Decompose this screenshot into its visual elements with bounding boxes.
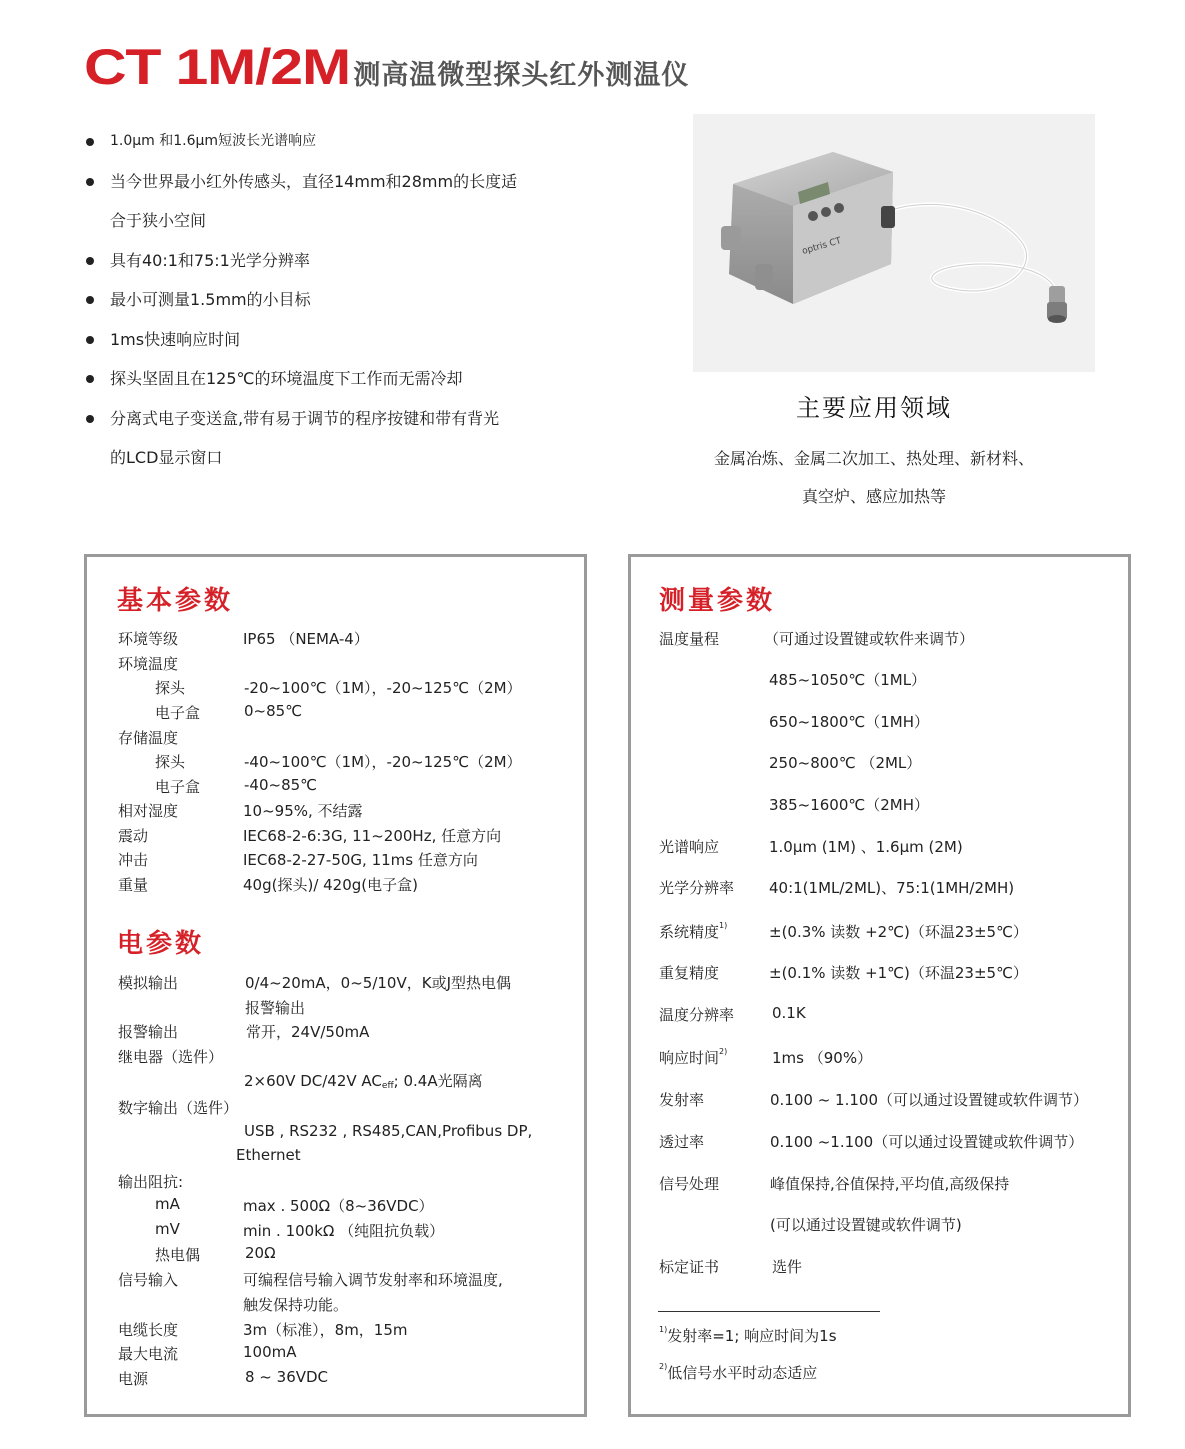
applications-title: 主要应用领域 [796,394,952,422]
param-value: 0.100 ~ 1.100（可以通过设置键或软件调节） [770,1091,1088,1109]
feature-item: 探头坚固且在125℃的环境温度下工作而无需冷却 [84,359,624,399]
feature-continuation: 合于狭小空间 [110,211,207,230]
applications-text [672,440,1076,516]
param-label [659,921,727,942]
param-label: 重量 [118,876,149,894]
param-label: 电子盒 [155,778,201,796]
range-value: 650~1800℃（1MH） [769,713,929,731]
param-label: 电源 [118,1370,149,1388]
digital-value-continued: Ethernet [236,1146,301,1164]
param-value: 峰值保持,谷值保持,平均值,高级保持 [770,1175,1010,1193]
param-label: 发射率 [659,1091,705,1109]
param-value: ±(0.1% 读数 +1℃)（环温23±5℃） [769,964,1028,982]
param-value: 20Ω [245,1244,276,1262]
footnote-marker: 1) [719,921,728,930]
product-subtitle: 测高温微型探头红外测温仪 [353,60,690,91]
param-value: 100mA [243,1343,297,1361]
param-value-continued: 报警输出 [245,999,306,1017]
feature-item-continued [84,201,624,241]
param-value: 40:1(1ML/2ML)、75:1(1MH/2MH) [769,879,1015,897]
param-value: -40~85℃ [244,776,318,794]
applications-line: 金属冶炼、金属二次加工、热处理、新材料、 [713,449,1034,468]
param-value: 1ms （90%） [772,1049,873,1067]
param-value: （可通过设置键或软件来调节） [764,630,975,648]
footnote-divider [658,1311,880,1312]
param-label: 标定证书 [659,1258,720,1276]
param-label: 存储温度 [118,729,179,747]
range-value: 250~800℃ （2ML） [769,754,922,772]
param-label: 温度量程 [659,630,720,648]
param-label: 探头 [155,679,186,697]
feature-list [84,122,624,478]
product-illustration [693,114,1095,372]
param-value: IP65 （NEMA-4） [243,630,369,648]
param-value-continued: (可以通过设置键或软件调节) [770,1216,962,1234]
feature-continuation: 的LCD显示窗口 [110,448,223,467]
param-label: 报警输出 [118,1023,179,1041]
range-value: 385~1600℃（2MH） [769,796,929,814]
param-label: mA [155,1195,180,1213]
param-label: mV [155,1220,180,1238]
param-value: 8 ~ 36VDC [245,1368,329,1386]
product-photo [693,114,1095,372]
param-value-continued: 触发保持功能。 [243,1296,349,1314]
param-value: 3m（标准），8m，15m [243,1321,408,1339]
param-value: max . 500Ω（8~36VDC） [243,1197,434,1215]
param-label: 冲击 [118,851,149,869]
param-label: 光学分辨率 [659,879,735,897]
footnote-marker: 1) [659,1325,668,1334]
param-value: IEC68-2-27-50G, 11ms 任意方向 [243,851,478,869]
digital-value: USB , RS232 , RS485,CAN,Profibus DP, [244,1122,533,1140]
param-label-text: 系统精度 [659,923,720,941]
feature-item-continued [84,438,624,478]
param-value: min . 100kΩ （纯阻抗负载） [243,1222,445,1240]
param-value: IEC68-2-6:3G, 11~200Hz, 任意方向 [243,827,502,845]
footnote-marker: 2) [659,1362,668,1371]
feature-item: 1.0μm 和1.6μm短波长光谱响应 [84,122,624,162]
param-label-row: 继电器（选件） [118,1048,224,1066]
model-name: CT 1M/2M [84,39,350,95]
footnote-1 [659,1325,837,1346]
feature-item: 1ms快速响应时间 [84,320,624,360]
param-value: 0.1K [772,1004,806,1022]
footnote-text: 低信号水平时动态适应 [667,1364,818,1382]
param-label: 重复精度 [659,964,720,982]
param-label: 最大电流 [118,1345,179,1363]
relay-value-main: 2×60V DC/42V AC [244,1072,382,1090]
param-value: 0/4~20mA，0~5/10V，K或J型热电偶 [245,974,511,992]
basic-params-title: 基本参数 [117,586,234,616]
param-label: 透过率 [659,1133,705,1151]
param-value: -20~100℃（1M），-20~125℃（2M） [244,679,522,697]
param-value: 0~85℃ [244,702,303,720]
param-label: 相对湿度 [118,802,179,820]
param-label: 环境温度 [118,655,179,673]
param-value: 40g(探头)/ 420g(电子盒) [243,876,418,894]
relay-value-tail: ; 0.4A光隔离 [393,1072,483,1090]
footnote-2 [659,1362,817,1383]
param-value: -40~100℃（1M），-20~125℃（2M） [244,753,522,771]
param-value: 10~95%, 不结露 [243,802,363,820]
param-label: 温度分辨率 [659,1006,735,1024]
param-label: 电缆长度 [118,1321,179,1339]
measurement-params-title: 测量参数 [659,586,776,616]
param-label-row: 输出阻抗: [118,1173,184,1191]
param-label-row: 数字输出（选件） [118,1099,239,1117]
param-label: 光谱响应 [659,838,720,856]
feature-item: 分离式电子变送盒,带有易于调节的程序按键和带有背光 [84,399,624,439]
param-label-text: 响应时间 [659,1049,720,1067]
photo-brand-text: optris CT [801,236,843,257]
electrical-params-title: 电参数 [117,929,205,959]
feature-item: 具有40:1和75:1光学分辨率 [84,241,624,281]
applications-line: 真空炉、感应加热等 [801,487,946,506]
page-title [84,38,689,94]
param-label: 震动 [118,827,149,845]
param-label: 环境等级 [118,630,179,648]
param-label: 模拟输出 [118,974,179,992]
param-value: 1.0μm (1M) 、1.6μm (2M) [769,838,963,856]
param-label: 电子盒 [155,704,201,722]
footnote-text: 发射率=1; 响应时间为1s [667,1327,837,1345]
param-label: 探头 [155,753,186,771]
footnote-marker: 2) [719,1047,728,1056]
param-label: 热电偶 [155,1246,201,1264]
param-value: 常开，24V/50mA [246,1023,370,1041]
param-label: 信号处理 [659,1175,720,1193]
feature-item: 最小可测量1.5mm的小目标 [84,280,624,320]
param-value: 选件 [772,1258,803,1276]
param-value: 0.100 ~1.100（可以通过设置键或软件调节） [770,1133,1084,1151]
feature-item: 当今世界最小红外传感头，直径14mm和28mm的长度适 [84,162,624,202]
param-value: ±(0.3% 读数 +2℃)（环温23±5℃） [769,923,1028,941]
range-value: 485~1050℃（1ML） [769,671,927,689]
param-label [659,1047,727,1068]
relay-value [244,1070,483,1091]
param-label: 信号输入 [118,1271,179,1289]
relay-value-subscript: eff [381,1081,394,1091]
param-value: 可编程信号输入调节发射率和环境温度, [243,1271,503,1289]
